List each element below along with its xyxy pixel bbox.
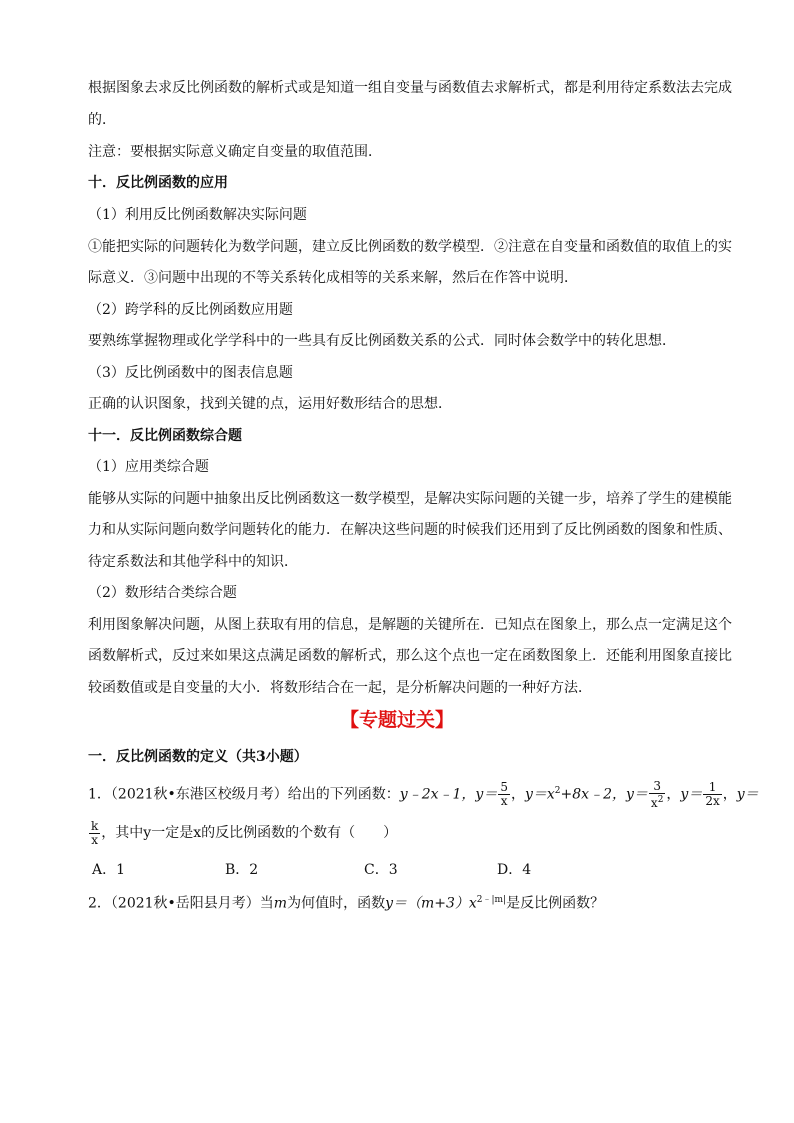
paragraph-line: 要熟练掌握物理或化学学科中的一些具有反比例函数关系的公式．同时体会数学中的转化思想．	[88, 333, 676, 349]
function-lhs: y＝	[736, 786, 759, 803]
question-prefix: 2．（2021秋•岳阳县月考）当	[88, 895, 274, 912]
paragraph-line: 利用图象解决问题，从图上获取有用的信息，是解题的关键所在．已知点在图象上，那么点一定满足这个	[88, 617, 732, 633]
subheading: （1）应用类综合题	[88, 459, 209, 475]
subheading: （2）数形结合类综合题	[88, 585, 237, 601]
exponent: 2﹣|m|	[476, 895, 507, 905]
question-prefix: 1．（2021秋•东港区校级月考）给出的下列函数：	[88, 786, 400, 803]
fraction-numerator: 5	[500, 780, 508, 795]
paragraph-line: 较函数值或是自变量的大小．将数形结合在一起，是分析解决问题的一种好方法．	[88, 680, 592, 696]
paragraph-line: 待定系数法和其他学科中的知识．	[88, 554, 298, 570]
paragraph-line: ①能把实际的问题转化为数学问题，建立反比例函数的数学模型．②注意在自变量和函数值的取值上的实	[88, 239, 732, 255]
fraction	[89, 820, 100, 847]
fraction-denominator: 2x	[705, 794, 720, 809]
paragraph-line: 根据图象去求反比例函数的解析式或是知道一组自变量与函数值去求解析式，都是利用待定系数法去完成	[88, 80, 732, 96]
option-b: B．2	[225, 862, 259, 878]
question-1	[88, 776, 759, 810]
fraction-denominator: x	[500, 794, 508, 809]
subheading: （1）利用反比例函数解决实际问题	[88, 207, 307, 223]
paragraph-line: 正确的认识图象，找到关键的点，运用好数形结合的思想．	[88, 396, 452, 412]
fraction	[498, 781, 510, 808]
function-expression: y﹣2x﹣1，	[399, 786, 476, 803]
fraction-denominator: x	[91, 832, 99, 847]
question-2	[88, 890, 604, 914]
paragraph-line: 的．	[88, 112, 116, 128]
fraction-numerator: 1	[703, 781, 721, 795]
function-lhs: y＝	[625, 786, 648, 803]
exponent: 2	[657, 794, 664, 805]
option-c: C．3	[364, 862, 398, 878]
paragraph-line: 函数解析式，反过来如果这点满足函数的解析式，那么这个点也一定在函数图象上．还能利用图象直接比	[88, 648, 732, 664]
function-expression: y＝x	[524, 786, 555, 803]
section-banner: 【专题过关】	[339, 709, 454, 731]
fraction	[703, 781, 721, 808]
fraction-numerator: 3	[649, 780, 666, 794]
variable: m	[273, 895, 288, 912]
fraction-numerator: k	[91, 818, 99, 833]
option-a: A．1	[92, 862, 126, 878]
section-heading-10: 十．反比例函数的应用	[88, 175, 228, 191]
option-d: D．4	[497, 862, 532, 878]
paragraph-line: 能够从实际的问题中抽象出反比例函数这一数学模型，是解决实际问题的关键一步，培养了学生的建模能	[88, 491, 732, 507]
function-expression: y＝（m+3）x	[385, 895, 477, 912]
question-text: 为何值时，函数	[287, 895, 386, 912]
question-suffix: 是反比例函数？	[506, 895, 605, 912]
function-lhs: y＝	[680, 786, 703, 803]
part-heading: 一．反比例函数的定义（共3小题）	[88, 749, 308, 765]
section-heading-11: 十一．反比例函数综合题	[88, 428, 242, 444]
function-lhs: y＝	[475, 786, 498, 803]
question-1-continued	[88, 818, 397, 848]
question-tail: ，其中y一定是x的反比例函数的个数有（ ）	[101, 825, 398, 841]
subheading: （2）跨学科的反比例函数应用题	[88, 302, 293, 318]
separator: ，	[510, 786, 525, 803]
fraction-denominator	[649, 794, 666, 810]
exponent: 2	[554, 786, 561, 796]
paragraph-line: 际意义．③问题中出现的不等关系转化成相等的关系来解，然后在作答中说明．	[88, 270, 578, 286]
paragraph-line: 力和从实际问题向数学问题转化的能力．在解决这些问题的时候我们还用到了反比例函数的图象和性质、	[88, 522, 732, 538]
function-expression: +8x﹣2，	[560, 786, 626, 803]
fraction	[649, 780, 666, 810]
denominator-base: x	[650, 795, 658, 810]
note-text: 注意：要根据实际意义确定自变量的取值范围．	[88, 144, 382, 160]
subheading: （3）反比例函数中的图表信息题	[88, 365, 293, 381]
separator: ，	[666, 786, 681, 803]
separator: ，	[722, 786, 737, 803]
